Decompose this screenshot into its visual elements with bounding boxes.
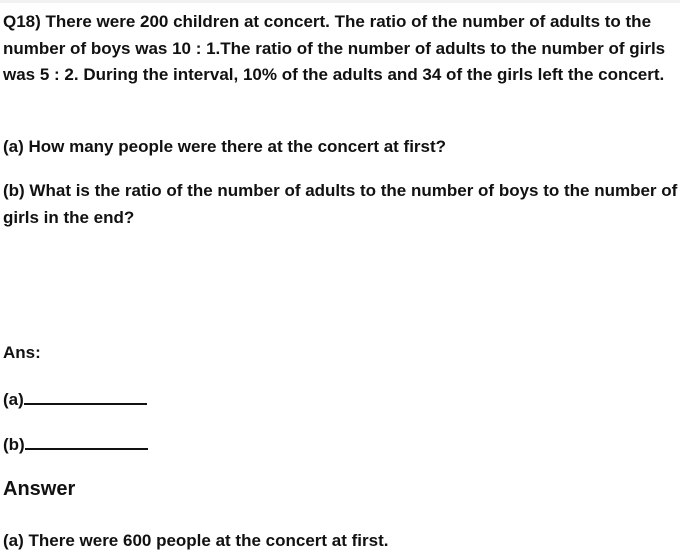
question-part-a: (a) How many people were there at the concert at first? (3, 137, 447, 156)
blank-b-label: (b) (3, 435, 25, 454)
question-part-b: (b) What is the ratio of the number of adults to the number of boys to the number of girls in the end? (3, 181, 678, 227)
blank-a-line (24, 386, 147, 405)
answer-part-a: (a) There were 600 people at the concert at first. (3, 531, 389, 550)
blank-a-label: (a) (3, 390, 24, 409)
answer-blank-a (3, 386, 147, 414)
question-text: Q18) There were 200 children at concert. The ratio of the number of adults to the number of boys was 10 : 1.The ratio of the number of adults to the number of girls was 5 : 2. During the interval, 10% of the adults and 34 of the girls left the concert. (3, 12, 666, 84)
answer-blank-b (3, 431, 148, 459)
top-divider (0, 0, 680, 3)
ans-label: Ans: (3, 343, 41, 362)
answer-heading: Answer (3, 478, 76, 500)
blank-b-line (25, 431, 148, 450)
